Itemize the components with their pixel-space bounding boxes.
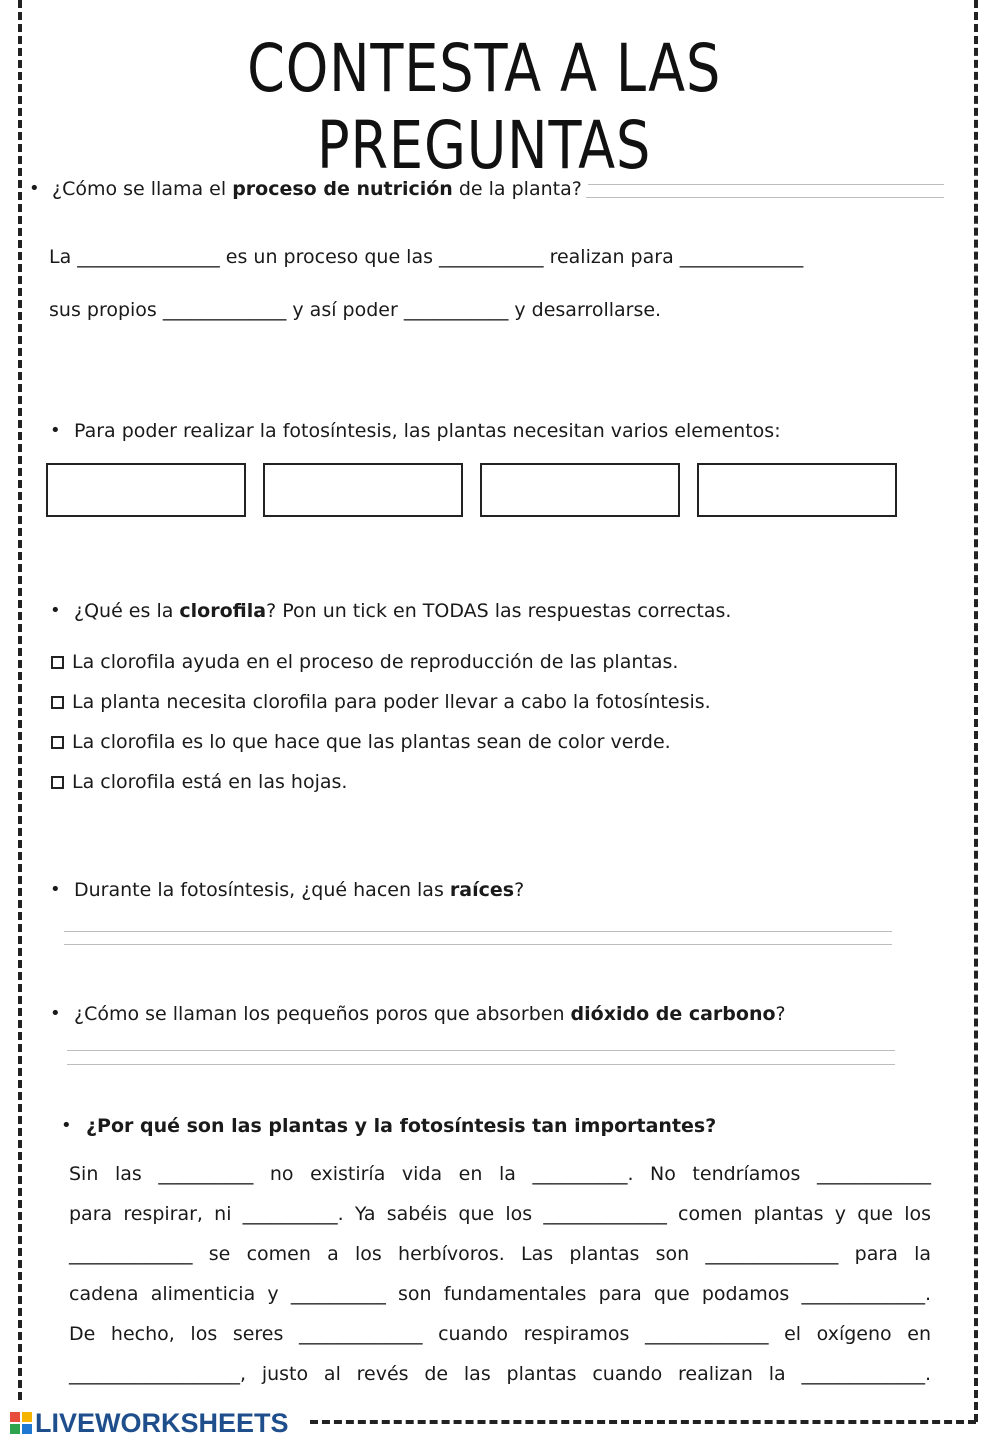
bullet: •: [50, 879, 61, 900]
dashed-border-left: [18, 0, 22, 1400]
fill-in-paragraph-line[interactable]: De hecho, los seres _____________ cuando respiramos _____________ el oxígeno en: [69, 1323, 931, 1345]
element-box[interactable]: [697, 463, 897, 517]
question-4: Durante la fotosíntesis, ¿qué hacen las raíces?: [74, 879, 525, 901]
bullet: •: [50, 420, 61, 441]
checkbox-option[interactable]: La clorofila está en las hojas.: [51, 770, 347, 794]
dashed-border-right: [974, 0, 978, 1422]
answer-line: [64, 931, 892, 932]
checkbox-option[interactable]: La clorofila ayuda en el proceso de reproducción de las plantas.: [51, 650, 678, 674]
bullet: •: [29, 178, 40, 199]
fill-in-paragraph-line[interactable]: __________________, justo al revés de las plantas cuando realizan la _____________.: [69, 1363, 931, 1385]
element-box[interactable]: [480, 463, 680, 517]
question-1: ¿Cómo se llama el proceso de nutrición de la planta?: [52, 178, 582, 200]
checkbox-option[interactable]: La planta necesita clorofila para poder llevar a cabo la fotosíntesis.: [51, 690, 711, 714]
checkbox[interactable]: [51, 736, 64, 749]
bullet: •: [61, 1115, 72, 1136]
dashed-border-bottom: [310, 1420, 976, 1424]
answer-line[interactable]: [67, 1064, 895, 1065]
element-box[interactable]: [263, 463, 463, 517]
answer-line: [67, 1050, 895, 1051]
answer-line[interactable]: [64, 944, 892, 945]
bullet: •: [50, 1003, 61, 1024]
fill-in-paragraph-line[interactable]: cadena alimenticia y __________ son fundamentales para que podamos _____________.: [69, 1283, 931, 1305]
bullet: •: [50, 600, 61, 621]
element-box[interactable]: [46, 463, 246, 517]
fill-in-paragraph-line[interactable]: para respirar, ni __________. Ya sabéis que los _____________ comen plantas y que los: [69, 1203, 931, 1225]
fill-in-line[interactable]: sus propios _____________ y así poder ___________ y desarrollarse.: [49, 299, 662, 321]
checkbox[interactable]: [51, 656, 64, 669]
checkbox-option[interactable]: La clorofila es lo que hace que las plantas sean de color verde.: [51, 730, 671, 754]
logo-text: LIVEWORKSHEETS: [35, 1407, 289, 1438]
fill-in-line[interactable]: La _______________ es un proceso que las ___________ realizan para _____________: [49, 246, 804, 268]
fill-in-paragraph-line[interactable]: _____________ se comen a los herbívoros. Las plantas son ______________ para la: [69, 1243, 931, 1265]
fill-in-paragraph-line[interactable]: Sin las __________ no existiría vida en la __________. No tendríamos ____________: [69, 1163, 931, 1185]
checkbox[interactable]: [51, 776, 64, 789]
page-title: CONTESTA A LAS PREGUNTAS: [247, 30, 722, 184]
question-3: ¿Qué es la clorofila? Pon un tick en TODAS las respuestas correctas.: [74, 600, 732, 622]
answer-line[interactable]: [586, 197, 944, 198]
liveworksheets-logo[interactable]: [10, 1408, 289, 1438]
checkbox[interactable]: [51, 696, 64, 709]
question-6-title: ¿Por qué son las plantas y la fotosíntesis tan importantes?: [86, 1115, 717, 1137]
question-5: ¿Cómo se llaman los pequeños poros que absorben dióxido de carbono?: [74, 1003, 786, 1025]
question-2: Para poder realizar la fotosíntesis, las plantas necesitan varios elementos:: [74, 420, 781, 442]
logo-icon: [10, 1412, 32, 1434]
answer-line: [588, 184, 944, 185]
